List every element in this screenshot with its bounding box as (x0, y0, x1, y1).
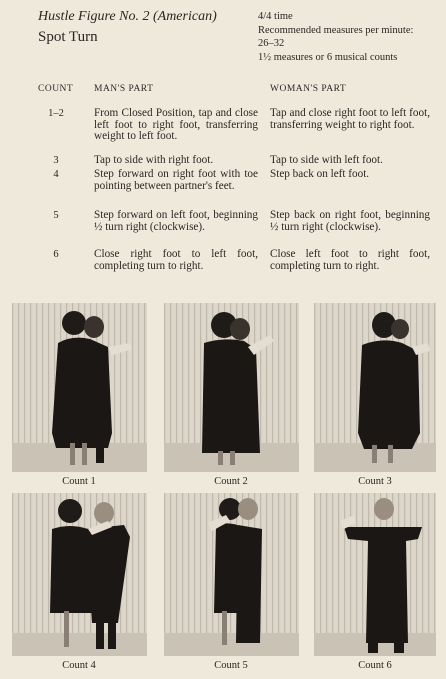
photo-caption: Count 4 (62, 660, 96, 671)
dance-photo-count-4 (12, 493, 147, 656)
man-part: Step forward on left foot, beginning ½ turn right (clockwise). (94, 209, 258, 233)
woman-part: Tap and close right foot to left foot, transferring weight to right foot. (270, 107, 430, 131)
time-signature: 4/4 time (258, 11, 293, 22)
photo-caption: Count 1 (62, 476, 96, 487)
dancers-photo-icon (314, 303, 436, 472)
step-row (0, 210, 446, 249)
step-row (0, 249, 446, 275)
step-count: 3 (53, 155, 59, 166)
dance-photo-count-5 (164, 493, 299, 656)
man-part: From Closed Position, tap and close left foot to right foot, transferring weight to left foot. (94, 107, 258, 143)
tempo-info (258, 10, 438, 64)
dancers-photo-icon (12, 303, 147, 472)
dancers-photo-icon (314, 493, 436, 656)
photo-caption: Count 3 (358, 476, 392, 487)
man-part: Tap to side with right foot. (94, 154, 214, 166)
photo-caption: Count 6 (358, 660, 392, 671)
step-count: 4 (53, 169, 59, 180)
step-row (0, 155, 446, 169)
dance-photo-count-6 (314, 493, 436, 656)
steps-table (0, 108, 446, 275)
figure-subtitle: Spot Turn (38, 29, 98, 45)
dancers-photo-icon (164, 493, 299, 656)
woman-part: Step back on left foot. (270, 168, 370, 180)
column-header-woman: WOMAN'S PART (270, 84, 347, 94)
dance-photo-count-1 (12, 303, 147, 472)
step-row (0, 169, 446, 210)
man-part: Step forward on right foot with toe pointing between partner's feet. (94, 168, 258, 192)
step-count: 1–2 (48, 108, 64, 119)
man-part: Close right foot to left foot, completing turn to right. (94, 248, 258, 272)
column-header-count: COUNT (38, 84, 74, 94)
step-row (0, 108, 446, 155)
woman-part: Close left foot to right foot, completing turn to right. (270, 248, 430, 272)
step-count: 6 (53, 249, 59, 260)
dancers-photo-icon (12, 493, 147, 656)
tempo-label: Recommended measures per minute: (258, 24, 414, 36)
tempo-value: 26–32 (258, 38, 285, 49)
column-header-man: MAN'S PART (94, 84, 154, 94)
photo-caption: Count 5 (214, 660, 248, 671)
figure-title: Hustle Figure No. 2 (American) (38, 9, 217, 24)
photo-caption: Count 2 (214, 476, 248, 487)
woman-part: Step back on right foot, beginning ½ turn right (clockwise). (270, 209, 430, 233)
duration-text: 1½ measures or 6 musical counts (258, 51, 398, 63)
step-count: 5 (53, 210, 59, 221)
dance-photo-count-3 (314, 303, 436, 472)
woman-part: Tap to side with left foot. (270, 154, 383, 166)
dancers-photo-icon (164, 303, 299, 472)
dance-photo-count-2 (164, 303, 299, 472)
